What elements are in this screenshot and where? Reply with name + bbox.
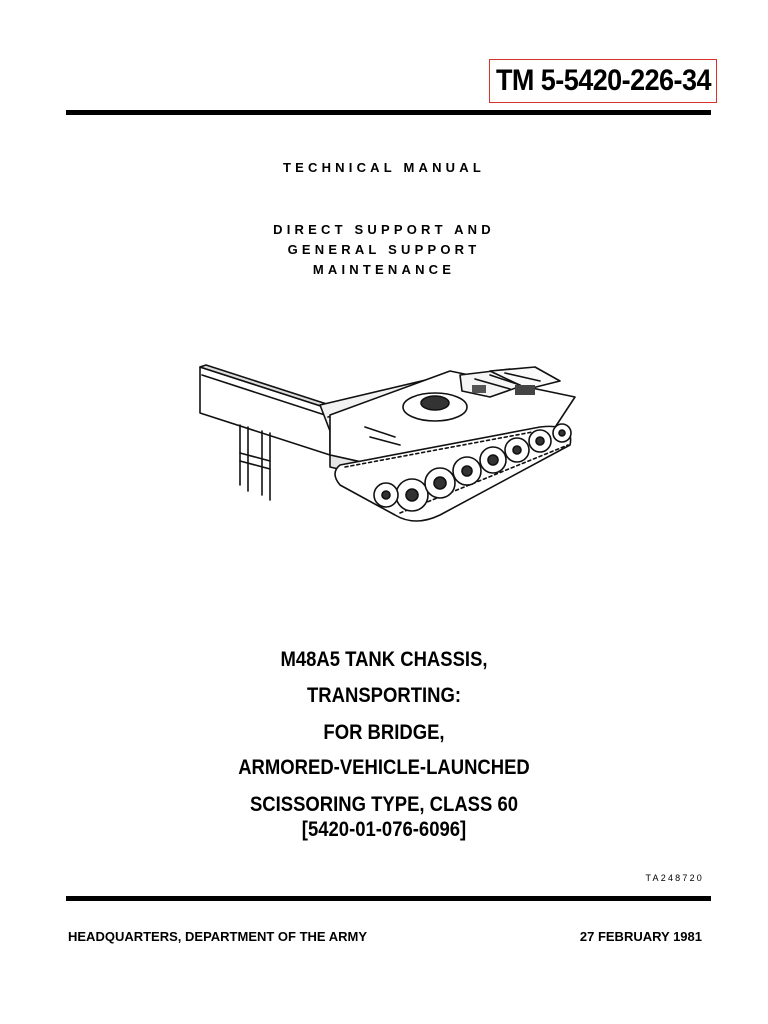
title-line-5: SCISSORING TYPE, CLASS 60 xyxy=(249,793,519,816)
title-line-1: M48A5 TANK CHASSIS, xyxy=(280,648,488,671)
issuer: HEADQUARTERS, DEPARTMENT OF THE ARMY xyxy=(68,929,367,944)
figure-code: TA248720 xyxy=(645,873,704,883)
top-rule xyxy=(66,110,711,115)
title-line-3: FOR BRIDGE, xyxy=(323,721,445,744)
tm-number-box xyxy=(489,59,717,103)
manual-type: TECHNICAL MANUAL xyxy=(282,160,485,175)
nsn-line: [5420-01-076-6096] xyxy=(301,818,467,841)
title-line-4: ARMORED-VEHICLE-LAUNCHED xyxy=(238,756,530,779)
scope-line-3: MAINTENANCE xyxy=(312,262,456,277)
bottom-rule xyxy=(66,896,711,901)
publication-date: 27 FEBRUARY 1981 xyxy=(579,929,702,944)
title-line-2: TRANSPORTING: xyxy=(307,684,461,707)
scope-line-2: GENERAL SUPPORT xyxy=(287,242,481,257)
scope-line-1: DIRECT SUPPORT AND xyxy=(273,222,495,237)
tm-number: TM 5-5420-226-34 xyxy=(495,64,711,97)
tank-chassis-bridge-launcher-illustration xyxy=(190,345,585,535)
